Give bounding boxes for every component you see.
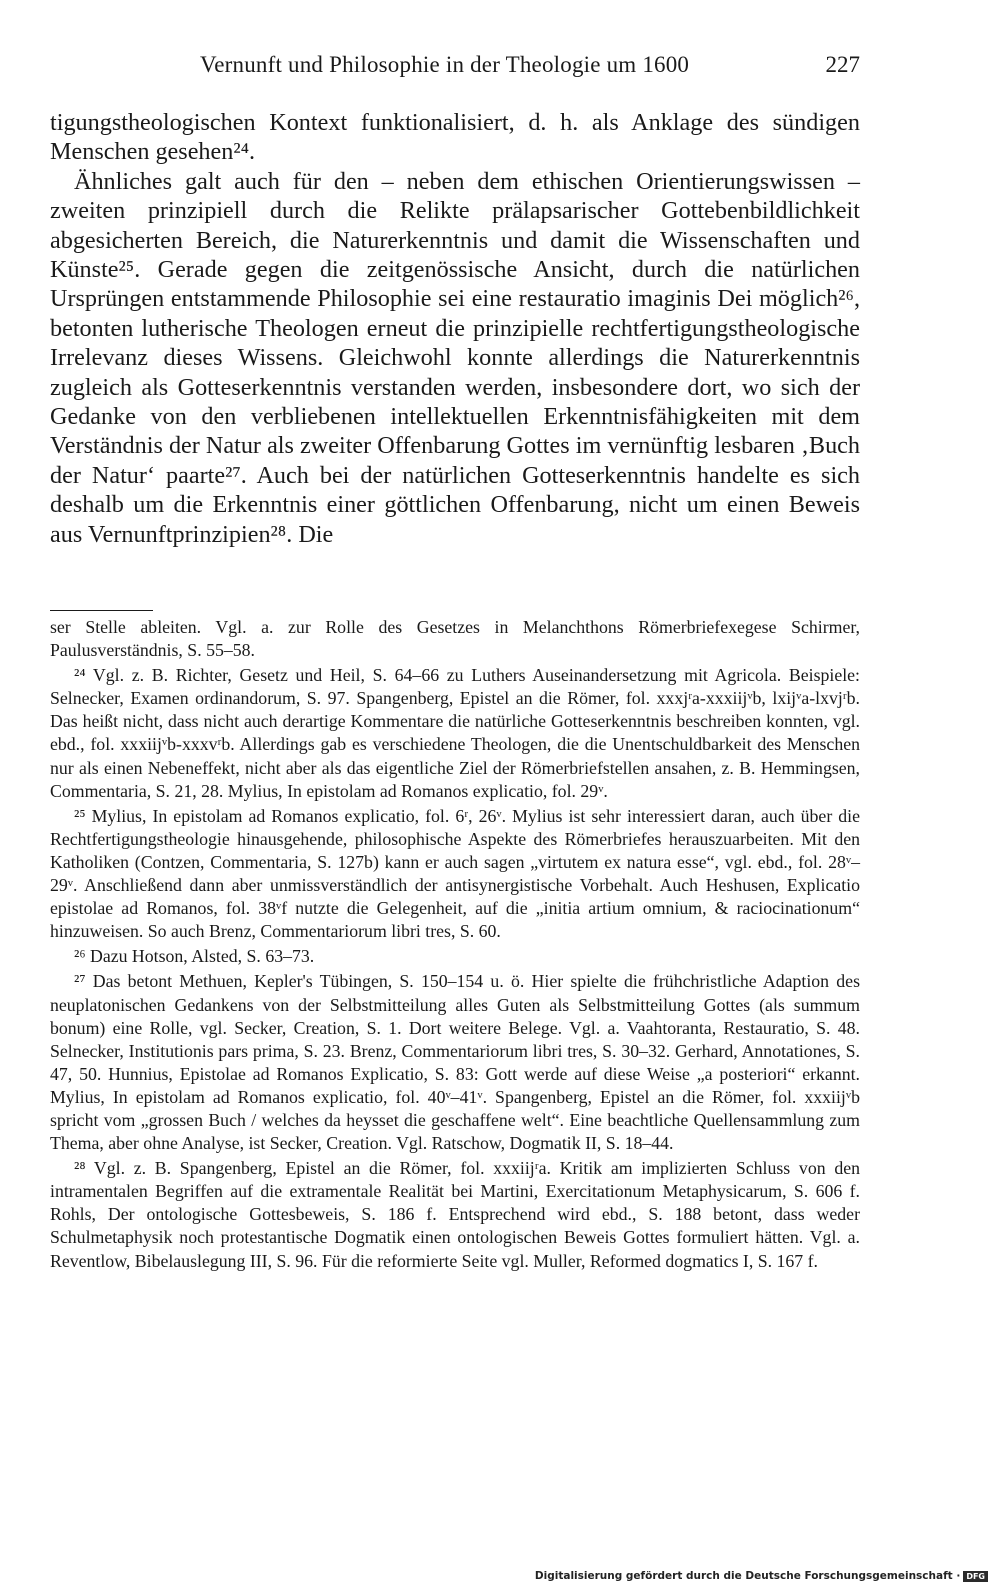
footnote-27: ²⁷ Das betont Methuen, Kepler's Tübingen, S. 150–154 u. ö. Hier spielte die frühchristliche Adaption des neuplatonischen Gedankens von der Selbstmitteilung alles Guten als Selbstmitteilung Gottes (als summum bonum) eine Rolle, vgl. Secker, Creation, S. 1. Dort weitere Belege. Vgl. a. Vaahtoranta, Restauratio, S. 48. Selnecker, Institutionis pars prima, S. 23. Brenz, Commentariorum libri tres, S. 30–32. Gerhard, Annotationes, S. 47, 50. Hunnius, Epistolae ad Romanos Explicatio, S. 83: Gott werde auf diese Weise „a posteriori“ erkannt. Mylius, In epistolam ad Romanos explicatio, fol. 40ᵛ–41ᵛ. Spangenberg, Epistel an die Römer, fol. xxxiijᵛb spricht vom „grossen Buch / welches da heysset die geschaffene welt“. Eine beachtliche Quellensammlung zum Thema, aber ohne Analyse, ist Secker, Creation. Vgl. Ratschow, Dogmatik II, S. 18–44. xyxy=(50,971,860,1154)
running-header xyxy=(50,52,860,86)
footnote-26: ²⁶ Dazu Hotson, Alsted, S. 63–73. xyxy=(74,946,315,967)
body-paragraph-continuation: tigungstheologischen Kontext funktionalisiert, d. h. als Anklage des sündigen Menschen gesehen²⁴. xyxy=(50,109,860,166)
dfg-logo: DFG xyxy=(963,1571,988,1582)
footnote-separator xyxy=(50,610,153,611)
digitization-footer xyxy=(535,1570,988,1582)
running-title: Vernunft und Philosophie in der Theologie um 1600 xyxy=(200,52,690,77)
footnote-continuation: ser Stelle ableiten. Vgl. a. zur Rolle des Gesetzes in Melanchthons Römerbriefexegese Schirmer, Paulusverständnis, S. 55–58. xyxy=(50,617,860,661)
footnotes xyxy=(50,616,860,1273)
footnote-25: ²⁵ Mylius, In epistolam ad Romanos explicatio, fol. 6ʳ, 26ᵛ. Mylius ist sehr interessiert daran, auch über die Rechtfertigungstheologie hinausgehende, philosophische Aspekte des Römerbriefes herauszuarbeiten. Mit den Katholiken (Contzen, Commentaria, S. 127b) kann er auch sagen „virtutem ex natura esse“, vgl. ebd., fol. 28ᵛ–29ᵛ. Anschließend dann aber unmissverständlich der antisynergistische Vorbehalt. Auch Heshusen, Explicatio epistolae ad Romanos, fol. 38ᵛf nutzte die Gelegenheit, auf die „initia artium omnium, & raciocinationum“ hinzuweisen. So auch Brenz, Commentariorum libri tres, S. 60. xyxy=(50,805,860,942)
digitization-note: Digitalisierung gefördert durch die Deutsche Forschungsgemeinschaft · xyxy=(534,1570,961,1582)
footnote-24: ²⁴ Vgl. z. B. Richter, Gesetz und Heil, S. 64–66 zu Luthers Auseinandersetzung mit Agricola. Beispiele: Selnecker, Examen ordinandorum, S. 97. Spangenberg, Epistel an die Römer, fol. xxxjʳa-xxxiijᵛb, lxijᵛa-lxvjʳb. Das heißt nicht, dass nicht auch derartige Kommentare die natürliche Gotteserkenntnis beschreiben konnten, vgl. ebd., fol. xxxiijᵛb-xxxvʳb. Allerdings gab es verschiedene Theologen, die die Unentschuldbarkeit des Menschen nur als einen Nebeneffekt, nicht aber als das eigentliche Ziel der Römerbriefstellen ansahen, z. B. Hemmingsen, Commentaria, S. 21, 28. Mylius, In epistolam ad Romanos explicatio, fol. 29ᵛ. xyxy=(50,665,860,801)
body-paragraph: Ähnliches galt auch für den – neben dem ethischen Orientierungswissen – zweiten prinzipiell durch die Relikte prälapsarischer Gottebenbildlichkeit abgesicherten Bereich, die Naturerkenntnis und damit die Wissenschaften und Künste²⁵. Gerade gegen die zeitgenössische Ansicht, durch die natürlichen Ursprüngen entstammende Philosophie sei eine restauratio imaginis Dei möglich²⁶, betonten lutherische Theologen erneut die prinzipielle rechtfertigungstheologische Irrelevanz dieses Wissens. Gleichwohl konnte allerdings die Naturerkenntnis zugleich als Gotteserkenntnis verstanden werden, insbesondere dort, wo sich der Gedanke von den verbliebenen intellektuellen Erkenntnisfähigkeiten mit dem Verständnis der Natur als zweiter Offenbarung Gottes im vernünftig lesbaren ‚Buch der Natur‘ paarte²⁷. Auch bei der natürlichen Gotteserkenntnis handelte es sich deshalb um die Erkenntnis einer göttlichen Offenbarung, nicht um einen Beweis aus Vernunftprinzipien²⁸. Die xyxy=(50,167,860,548)
page-number: 227 xyxy=(825,52,860,77)
body-text xyxy=(50,108,860,549)
footnote-28: ²⁸ Vgl. z. B. Spangenberg, Epistel an die Römer, fol. xxxiijʳa. Kritik am implizierten Schluss von den intramentalen Begriffen auf die extramentale Realität bei Martini, Exercitationum Metaphysicarum, S. 606 f. Rohls, Der ontologische Gottesbeweis, S. 186 f. Entsprechend wird ebd., S. 188 betont, dass weder Schulmetaphysik noch protestantische Dogmatik einen ontologischen Beweis Gottes formuliert hätten. Vgl. a. Reventlow, Bibelauslegung III, S. 96. Für die reformierte Seite vgl. Muller, Reformed dogmatics I, S. 167 f. xyxy=(50,1158,860,1271)
